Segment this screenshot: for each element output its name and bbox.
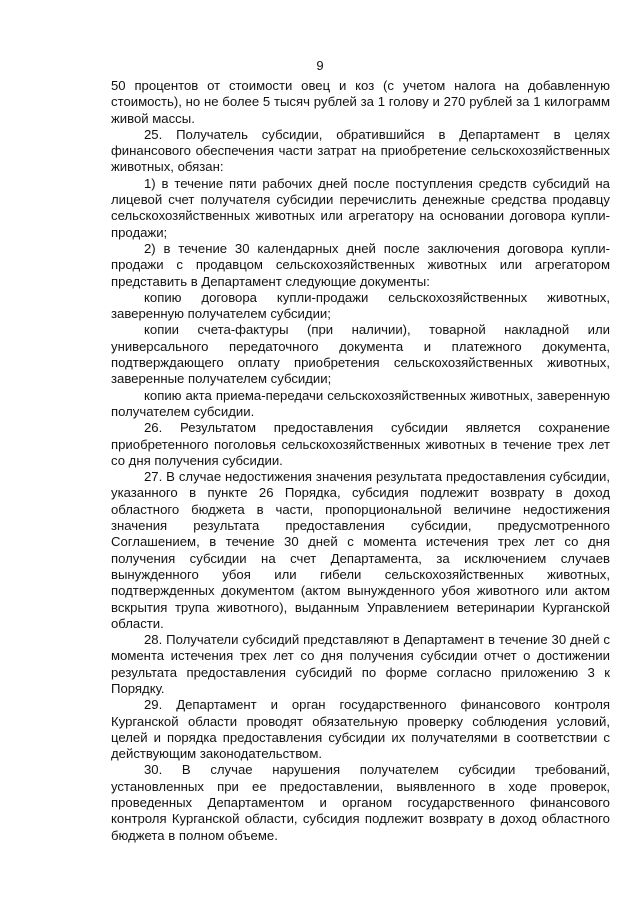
page-number: 9 <box>316 58 324 73</box>
document-body <box>111 78 610 844</box>
paragraph-item-27: 27. В случае недостижения значения результата предоставления субсидии, указанного в пункте 26 Порядка, субсидия подлежит возврату в доход областного бюджета в части, пропорциональной величине недостижения значения результата предоставления субсидии, предусмотренного Соглашением, в течение 30 дней с момента истечения трех лет со дня получения субсидии на счет Департамента, за исключением случаев вынужденного убоя или гибели сельскохозяйственных животных, подтвержденных документом (актом вынужденного убоя животного или актом вскрытия трупа животного), выданным Управлением ветеринарии Курганской области. <box>111 469 610 631</box>
paragraph-continuation: 50 процентов от стоимости овец и коз (с учетом налога на добавленную стоимость), но не более 5 тысяч рублей за 1 голову и 270 рублей за 1 килограмм живой массы. <box>111 78 610 126</box>
paragraph-item-26: 26. Результатом предоставления субсидии является сохранение приобретенного поголовья сельскохозяйственных животных в течение трех лет со дня получения субсидии. <box>111 420 610 468</box>
paragraph-item-25: 25. Получатель субсидии, обратившийся в Департамент в целях финансового обеспечения части затрат на приобретение сельскохозяйственных животных, обязан: <box>111 126 610 175</box>
paragraph-subitem-2: 2) в течение 30 календарных дней после заключения договора купли-продажи с продавцом сельскохозяйственных животных или агрегатором представить в Департамент следующие документы: <box>111 240 610 289</box>
paragraph-document-act: копию акта приема-передачи сельскохозяйственных животных, заверенную получателем субсидии. <box>111 387 610 419</box>
paragraph-document-contract: копию договора купли-продажи сельскохозяйственных животных, заверенную получателем субсидии; <box>111 289 610 322</box>
paragraph-document-invoices: копии счета-фактуры (при наличии), товарной накладной или универсального передаточного документа и платежного документа, подтверждающего оплату приобретения сельскохозяйственных животных, заверенные получателем субсидии; <box>111 322 610 387</box>
paragraph-subitem-1: 1) в течение пяти рабочих дней после поступления средств субсидий на лицевой счет получателя субсидии перечислить денежные средства продавцу сельскохозяйственных животных или агрегатору на основании договора купли-продажи; <box>111 175 610 240</box>
paragraph-item-28: 28. Получатели субсидий представляют в Департамент в течение 30 дней с момента истечения трех лет со дня получения субсидии отчет о достижении результата предоставления субсидий по форме согласно приложению 3 к Порядку. <box>111 632 610 696</box>
paragraph-item-30: 30. В случае нарушения получателем субсидии требований, установленных при ее предоставлении, выявленного в ходе проверок, проведенных Департаментом и органом государственного финансового контроля Курганской области, субсидия подлежит возврату в доход областного бюджета в полном объеме. <box>111 762 610 843</box>
paragraph-item-29: 29. Департамент и орган государственного финансового контроля Курганской области проводят обязательную проверку соблюдения условий, целей и порядка предоставления субсидии их получателями в соответствии с действующим законодательством. <box>111 697 610 762</box>
